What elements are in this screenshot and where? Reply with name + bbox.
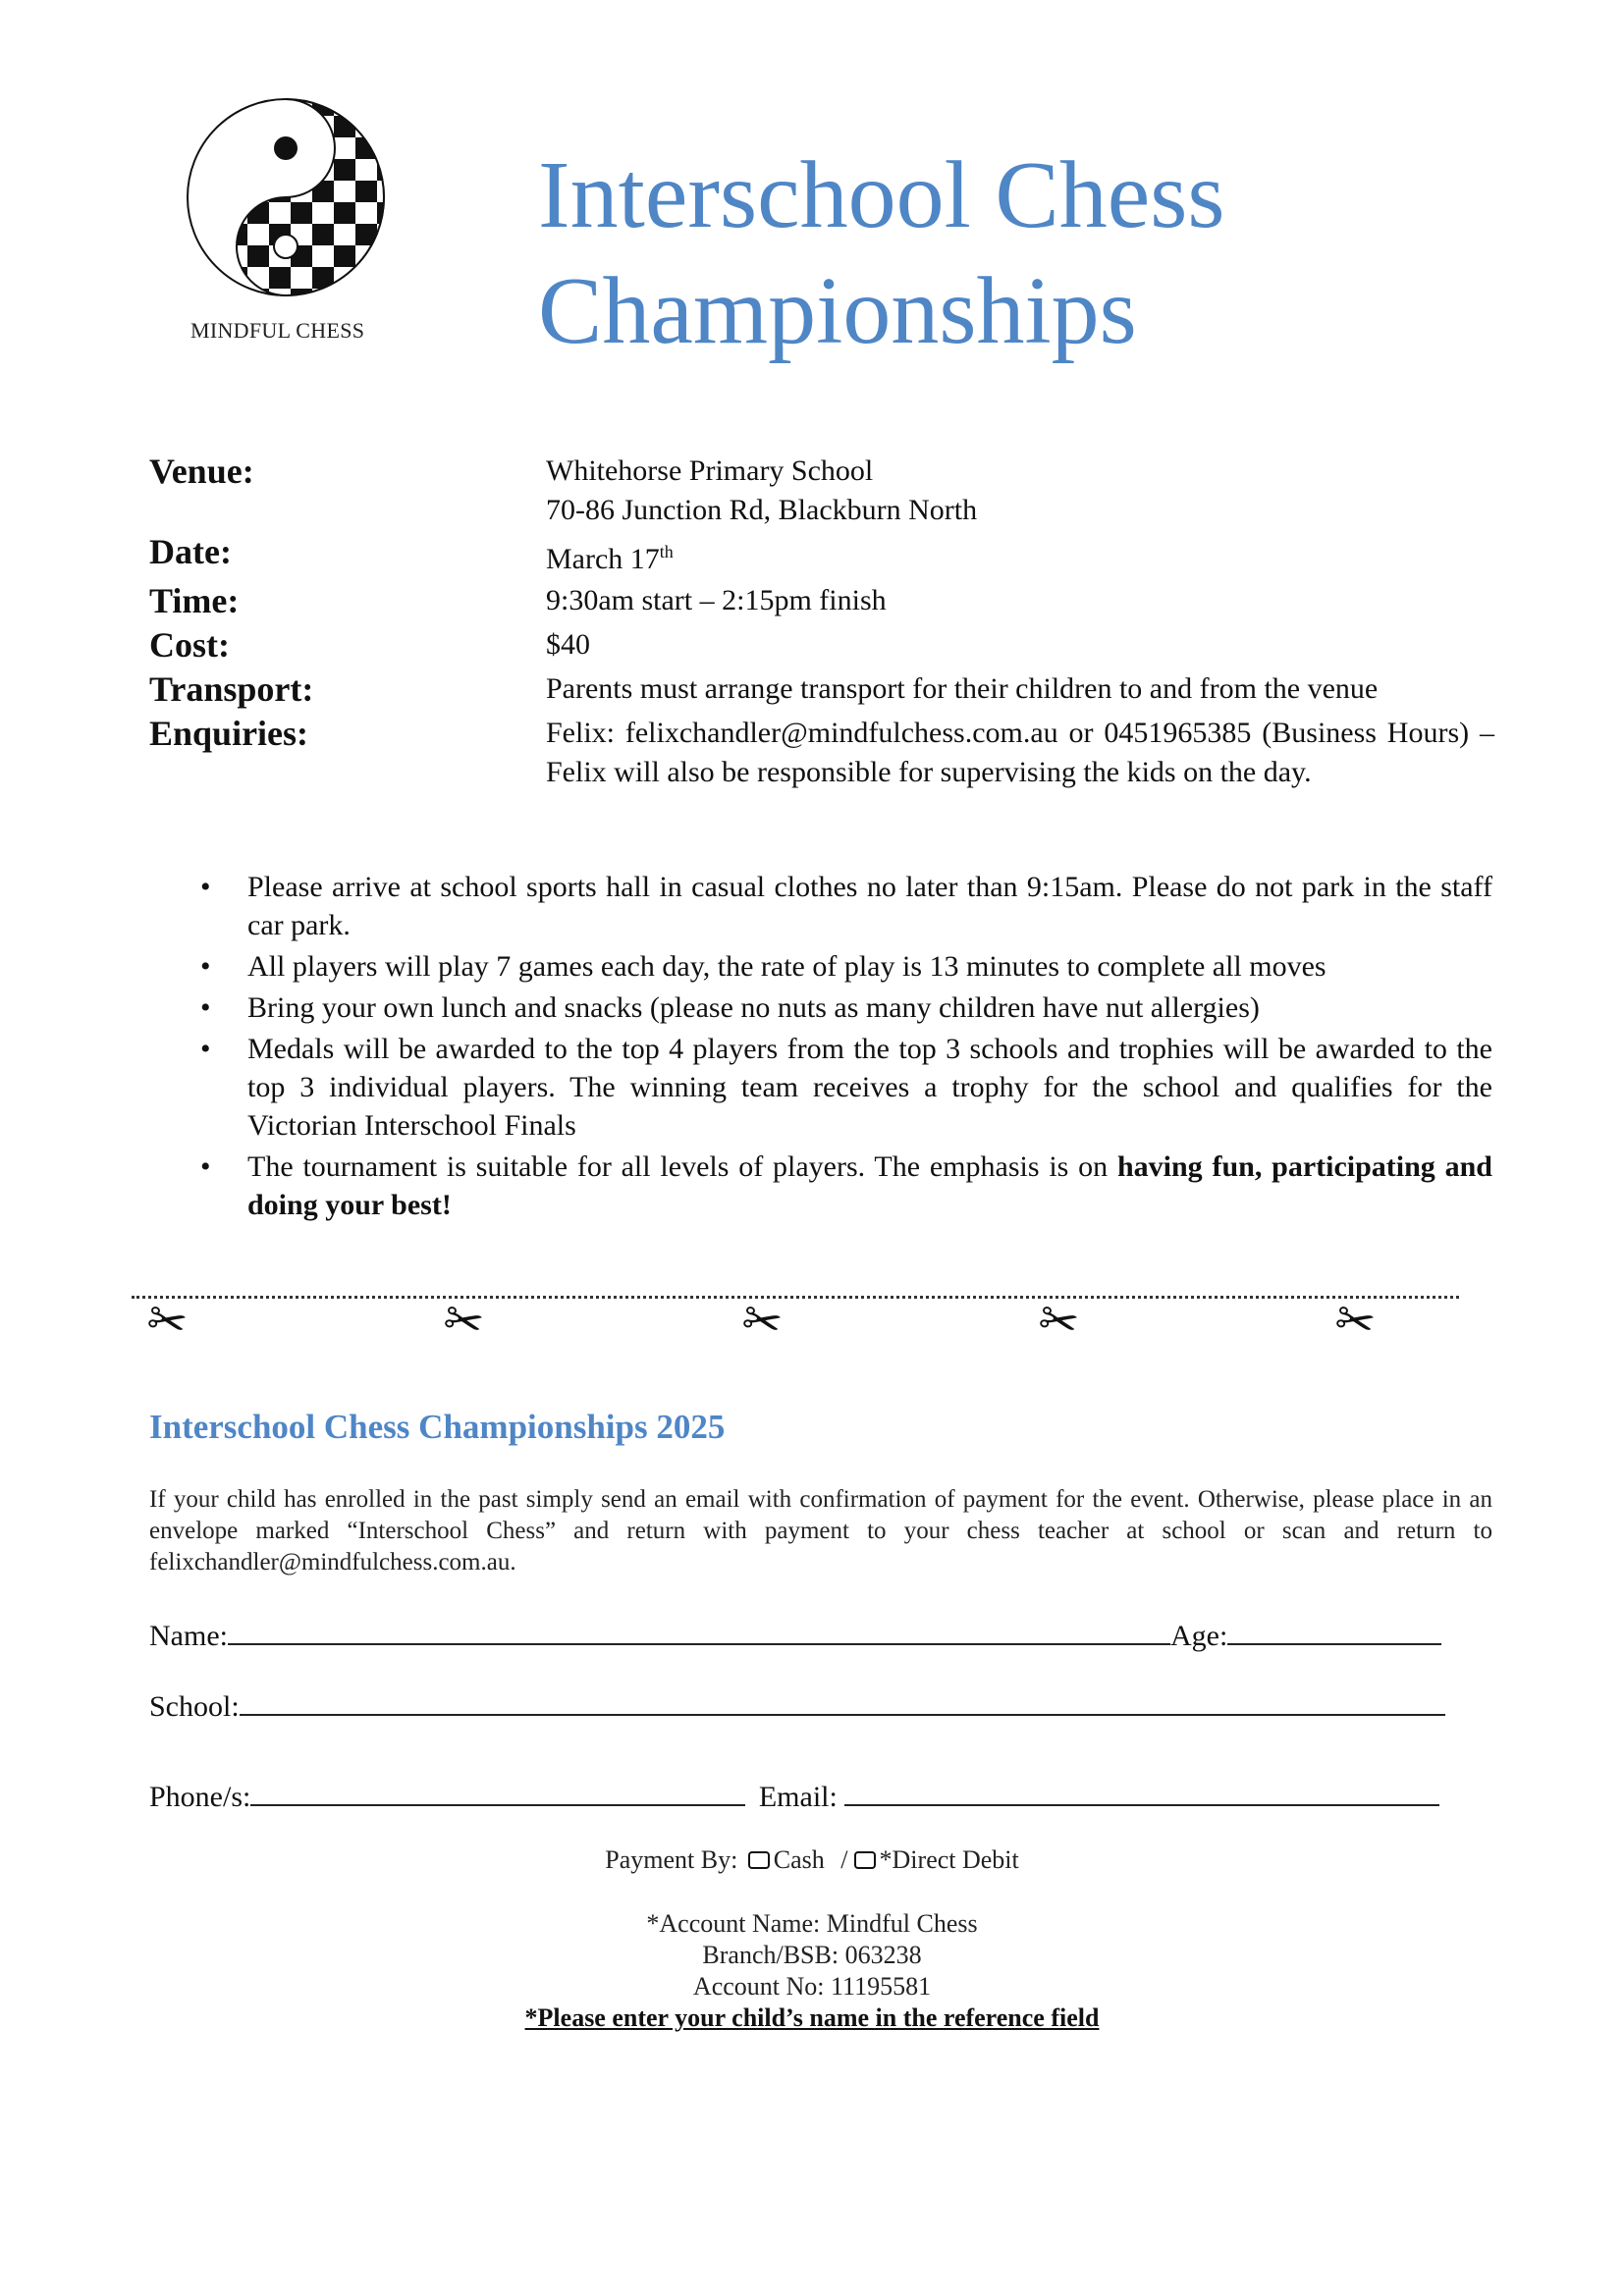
list-item [196, 947, 1492, 986]
bullet-text: The tournament is suitable for all levels of players. The emphasis is on [247, 1150, 1117, 1183]
detail-value: 9:30am start – 2:15pm finish [546, 584, 887, 616]
phone-email-row [149, 1775, 1439, 1814]
age-label: Age: [1169, 1620, 1228, 1652]
yin-yang-chessboard-icon [183, 94, 389, 300]
scissors-icon: ✂ [141, 1290, 192, 1353]
school-row [149, 1684, 1445, 1724]
bullet-text: Please arrive at school sports hall in casual clothes no later than 9:15am. Please do not park in the staff car park. [247, 871, 1492, 941]
bullet-text: Bring your own lunch and snacks (please no nuts as many children have nut allergies) [247, 991, 1260, 1024]
bullet-text: Medals will be awarded to the top 4 players from the top 3 schools and trophies will be awarded to the top 3 individual players. The winning team receives a trophy for the school and qualifies for the Victorian Interschool Finals [247, 1033, 1492, 1142]
scissors-icon: ✂ [1033, 1290, 1084, 1353]
list-item [196, 1148, 1492, 1224]
form-title: Interschool Chess Championships 2025 [149, 1408, 726, 1446]
detail-row-venue [149, 450, 1494, 530]
logo [177, 94, 393, 343]
page-title: Interschool Chess Championships [538, 142, 1225, 364]
detail-value: $40 [546, 628, 590, 661]
bullet-icon: • [200, 1150, 211, 1183]
account-name: *Account Name: Mindful Chess [646, 1909, 978, 1938]
payment-label: Payment By: [605, 1845, 738, 1874]
scissors-icon: ✂ [736, 1290, 787, 1353]
phone-label: Phone/s: [149, 1781, 251, 1813]
reference-note: *Please enter your child’s name in the reference field [524, 2003, 1100, 2032]
detail-value [546, 530, 1494, 579]
date-value: March 17 [546, 543, 660, 575]
bullet-emphasis: having fun, participating and doing your best! [247, 1150, 1492, 1221]
name-field[interactable] [228, 1614, 1170, 1645]
school-label: School: [149, 1690, 240, 1723]
venue-line: 70-86 Junction Rd, Blackburn North [546, 494, 978, 526]
detail-row-cost [149, 623, 1494, 667]
bullet-icon: • [200, 950, 211, 983]
detail-value: Felix: felixchandler@mindfulchess.com.au or 0451965385 (Business Hours) – Felix will also be responsible for supervising the kids on the day. [546, 717, 1494, 788]
school-field[interactable] [240, 1684, 1445, 1716]
list-item [196, 1030, 1492, 1145]
date-suffix: th [659, 542, 674, 561]
detail-label: Enquiries: [149, 714, 309, 753]
name-label: Name: [149, 1620, 228, 1652]
detail-label: Transport: [149, 669, 314, 709]
form-intro: If your child has enrolled in the past simply send an email with confirmation of payment for the event. Otherwise, please place in an envelope marked “Interschool Chess” and return with payment to your chess teacher at school or scan and return to felixchandler@mindfulchess.com.au. [149, 1486, 1492, 1575]
email-label: Email: [758, 1781, 838, 1813]
detail-row-enquiries [149, 712, 1494, 792]
account-number: Account No: 11195581 [692, 1972, 932, 2001]
logo-text: MINDFUL CHESS [190, 318, 365, 343]
scissors-icon: ✂ [1329, 1290, 1380, 1353]
cash-label: Cash [773, 1845, 825, 1874]
venue-line: Whitehorse Primary School [546, 454, 874, 487]
bullet-icon: • [200, 991, 211, 1024]
detail-row-transport [149, 667, 1494, 712]
list-item [196, 868, 1492, 944]
detail-row-date [149, 530, 1494, 579]
payment-options [0, 1845, 1624, 1875]
detail-label: Date: [149, 532, 232, 571]
info-bullet-list [196, 868, 1492, 1227]
bullet-text: All players will play 7 games each day, the rate of play is 13 minutes to complete all moves [247, 950, 1326, 983]
branch-bsb: Branch/BSB: 063238 [702, 1941, 922, 1969]
detail-label: Cost: [149, 625, 230, 665]
phone-field[interactable] [250, 1775, 745, 1806]
detail-value [546, 450, 1494, 530]
name-age-row [149, 1614, 1441, 1653]
detail-label: Venue: [149, 452, 254, 491]
direct-debit-checkbox[interactable] [854, 1851, 876, 1869]
cash-checkbox[interactable] [748, 1851, 770, 1869]
scissors-icon: ✂ [438, 1290, 489, 1353]
event-details [149, 450, 1494, 792]
payment-separator: / [840, 1845, 848, 1874]
bullet-icon: • [200, 871, 211, 903]
email-field[interactable] [844, 1775, 1439, 1806]
cut-line [132, 1296, 1459, 1299]
detail-row-time [149, 579, 1494, 623]
detail-label: Time: [149, 581, 240, 620]
account-details [0, 1908, 1624, 2034]
list-item [196, 988, 1492, 1027]
bullet-icon: • [200, 1033, 211, 1065]
age-field[interactable] [1227, 1614, 1441, 1645]
direct-debit-label: *Direct Debit [879, 1845, 1019, 1874]
detail-value: Parents must arrange transport for their children to and from the venue [546, 672, 1379, 705]
